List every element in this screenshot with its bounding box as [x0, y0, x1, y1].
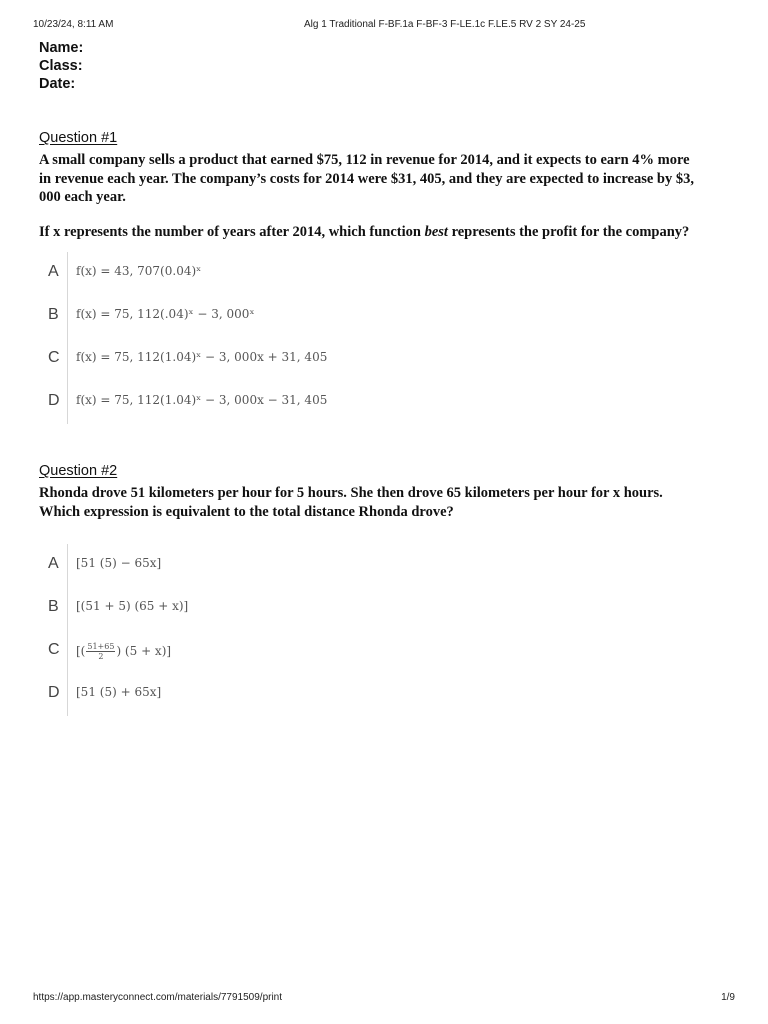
page-number: 1/9 [721, 992, 735, 1003]
choice-divider [67, 252, 68, 295]
answer-choices [39, 555, 699, 727]
choice-expression: [(51 + 5) (65 + x)] [76, 599, 189, 613]
answer-choices [39, 263, 699, 435]
choice-letter: A [48, 263, 59, 280]
choice-letter: C [48, 349, 60, 366]
question-prompt [39, 223, 699, 242]
question-2 [39, 462, 699, 727]
choice-letter: B [48, 598, 59, 615]
choice-expression: f(x) = 75, 112(1.04)ˣ − 3, 000x + 31, 405 [76, 350, 328, 364]
class-label: Class: [39, 58, 83, 74]
document-title: Alg 1 Traditional F-BF.1a F-BF-3 F-LE.1c F.LE.5 RV 2 SY 24-25 [304, 19, 586, 30]
answer-choice-a[interactable] [39, 555, 699, 598]
print-timestamp: 10/23/24, 8:11 AM [33, 19, 114, 30]
choice-expression: [51 (5) + 65x] [76, 685, 162, 699]
question-title: Question #1 [39, 130, 118, 146]
choice-expression: f(x) = 75, 112(.04)ˣ − 3, 000ˣ [76, 307, 255, 321]
answer-choice-a[interactable] [39, 263, 699, 306]
choice-expression [76, 642, 171, 661]
choice-divider [67, 673, 68, 716]
print-footer [33, 992, 735, 1006]
fraction-denominator: 2 [98, 652, 104, 661]
question-title: Question #2 [39, 463, 118, 479]
choice-divider [67, 295, 68, 338]
question-stem: Rhonda drove 51 kilometers per hour for 5 hours. She then drove 65 kilometers per hour for x hours. Which expression is equivalent to the total distance Rhonda drove? [39, 485, 663, 520]
student-info [39, 39, 83, 93]
print-header [33, 19, 735, 33]
question-prompt-emphasis: best [424, 223, 448, 240]
choice-divider [67, 587, 68, 630]
choice-letter: D [48, 684, 60, 701]
choice-divider [67, 338, 68, 381]
expression-suffix: ) (5 + x)] [116, 644, 172, 658]
answer-choice-d[interactable] [39, 392, 699, 435]
question-prompt-start: If x represents the number of years after 2014, which function [39, 223, 425, 240]
choice-letter: A [48, 555, 59, 572]
choice-expression: f(x) = 75, 112(1.04)ˣ − 3, 000x − 31, 405 [76, 393, 328, 407]
expression-prefix: [( [76, 644, 86, 658]
fraction [86, 642, 115, 661]
choice-expression: [51 (5) − 65x] [76, 556, 162, 570]
answer-choice-c[interactable] [39, 641, 699, 684]
answer-choice-b[interactable] [39, 598, 699, 641]
choice-divider [67, 630, 68, 673]
choice-divider [67, 381, 68, 424]
page-url: https://app.masteryconnect.com/materials/7791509/print [33, 992, 283, 1003]
choice-letter: C [48, 641, 60, 658]
choice-divider [67, 544, 68, 587]
name-label: Name: [39, 40, 84, 56]
choice-expression: f(x) = 43, 707(0.04)ˣ [76, 264, 202, 278]
choice-letter: B [48, 306, 59, 323]
answer-choice-d[interactable] [39, 684, 699, 727]
question-1 [39, 129, 699, 435]
date-label: Date: [39, 76, 76, 92]
question-stem: A small company sells a product that earned $75, 112 in revenue for 2014, and it expects to earn 4% more in revenue each year. The company’s costs for 2014 were $31, 405, and they are expected to increase by $3, 000 each year. [39, 152, 694, 205]
answer-choice-c[interactable] [39, 349, 699, 392]
question-prompt-end: represents the profit for the company? [447, 223, 690, 240]
answer-choice-b[interactable] [39, 306, 699, 349]
fraction-numerator: 51+65 [87, 642, 115, 651]
choice-letter: D [48, 392, 60, 409]
